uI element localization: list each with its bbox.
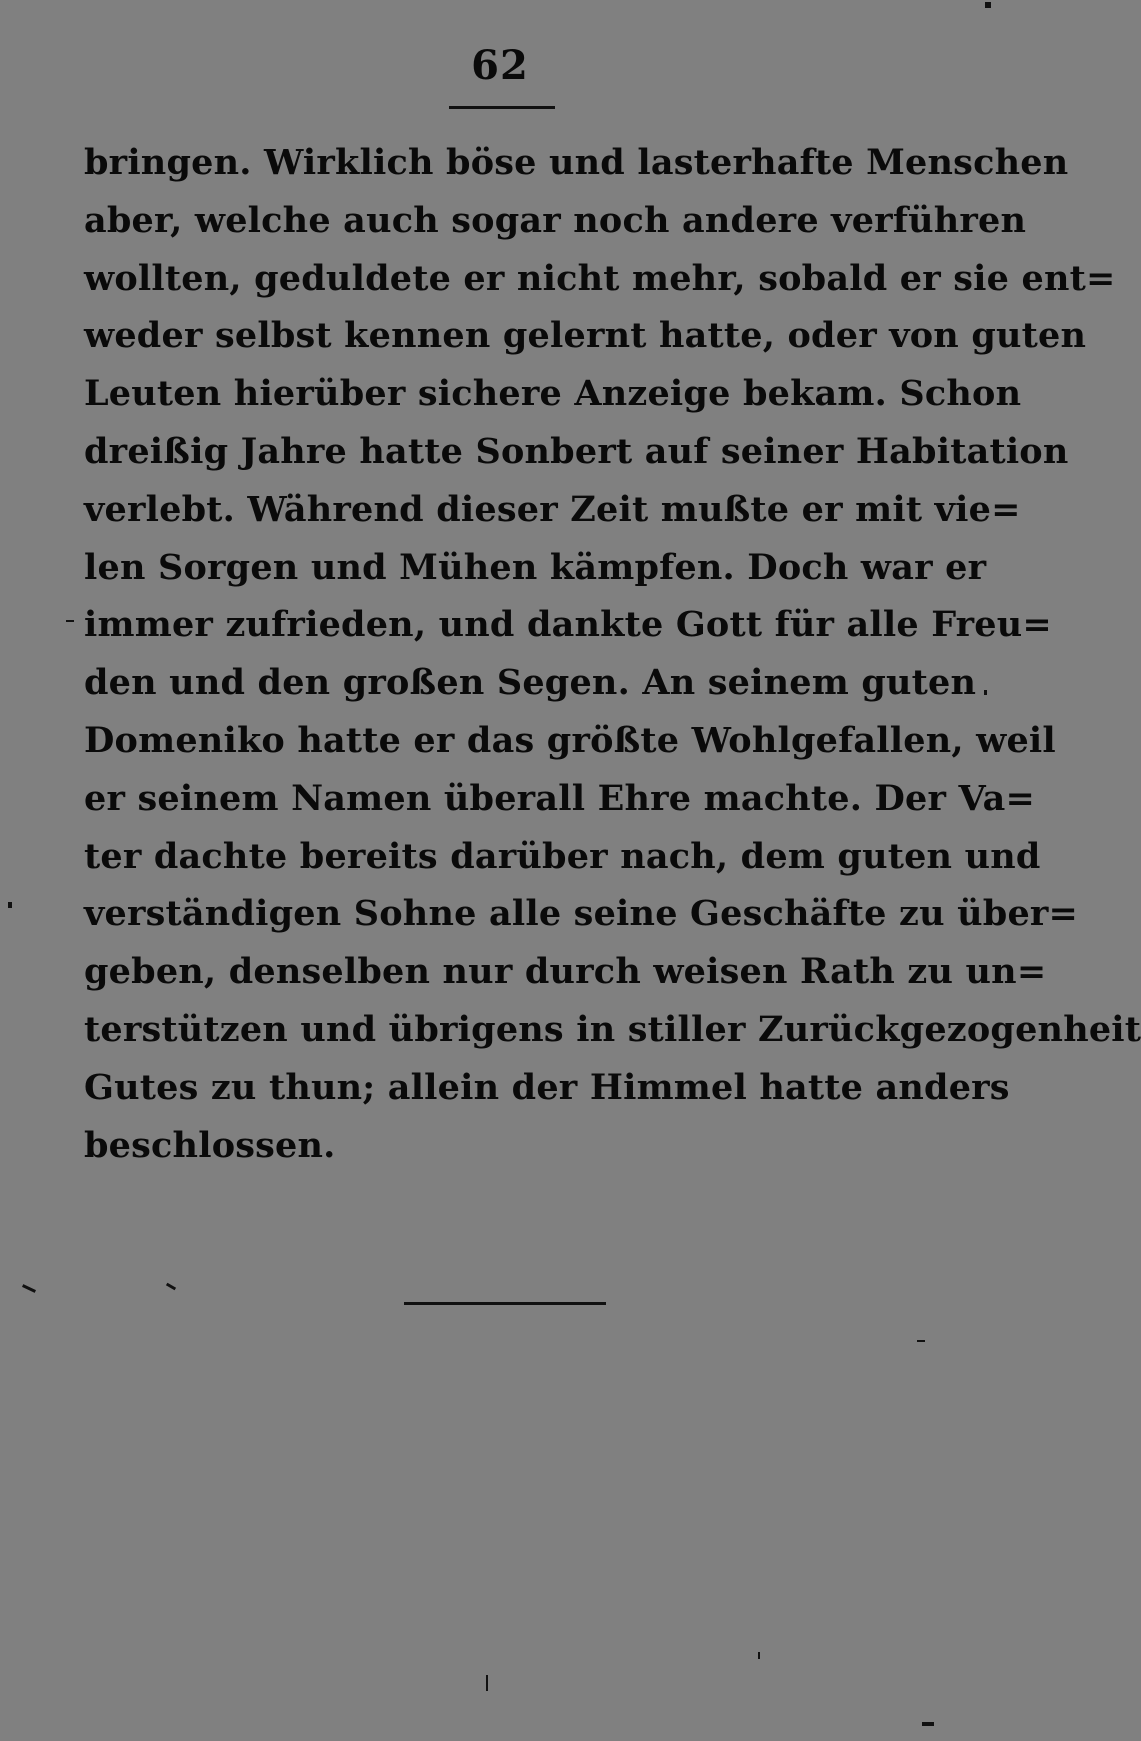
scan-speck [984, 690, 987, 695]
scan-speck [66, 620, 74, 622]
text-line: aber, welche auch sogar noch andere verführen [84, 199, 1027, 241]
text-line: bringen. Wirklich böse und lasterhafte Menschen [84, 142, 1069, 183]
scan-speck [922, 1722, 934, 1726]
scan-speck [22, 1284, 36, 1293]
scan-speck [917, 1340, 925, 1342]
text-line: verlebt. Während dieser Zeit mußte er mit vie= [84, 488, 1021, 530]
text-line: den und den großen Segen. An seinem guten [84, 662, 977, 704]
text-line: len Sorgen und Mühen kämpfen. Doch war er [84, 546, 987, 588]
scan-speck [166, 1283, 176, 1291]
text-line: ter dachte bereits darüber nach, dem guten und [84, 835, 1041, 877]
scan-speck [758, 1652, 760, 1659]
scan-speck [985, 2, 991, 8]
text-line: verständigen Sohne alle seine Geschäfte zu über= [84, 893, 1079, 935]
scan-speck [486, 1675, 488, 1691]
text-line: er seinem Namen überall Ehre machte. Der Va= [84, 777, 1036, 819]
page-number: 62 [471, 42, 529, 89]
scan-speck [8, 902, 12, 908]
text-line: weder selbst kennen gelernt hatte, oder von guten [84, 315, 1087, 357]
header-rule [449, 106, 555, 109]
text-line: dreißig Jahre hatte Sonbert auf seiner Habitation [84, 430, 1069, 472]
text-line: beschlossen. [84, 1124, 336, 1166]
body-text [84, 134, 1141, 1174]
text-line: Leuten hierüber sichere Anzeige bekam. Schon [84, 373, 1022, 415]
text-line: immer zufrieden, und dankte Gott für alle Freu= [84, 604, 1052, 646]
text-line: wollten, geduldete er nicht mehr, sobald er sie ent= [84, 257, 1116, 299]
footer-rule [404, 1302, 606, 1305]
text-line: Domeniko hatte er das größte Wohlgefallen, weil [84, 719, 1056, 761]
text-line: geben, denselben nur durch weisen Rath zu un= [84, 951, 1047, 993]
text-line: Gutes zu thun; allein der Himmel hatte anders [84, 1066, 1010, 1108]
text-line: terstützen und übrigens in stiller Zurückgezogenheit [84, 1008, 1141, 1050]
